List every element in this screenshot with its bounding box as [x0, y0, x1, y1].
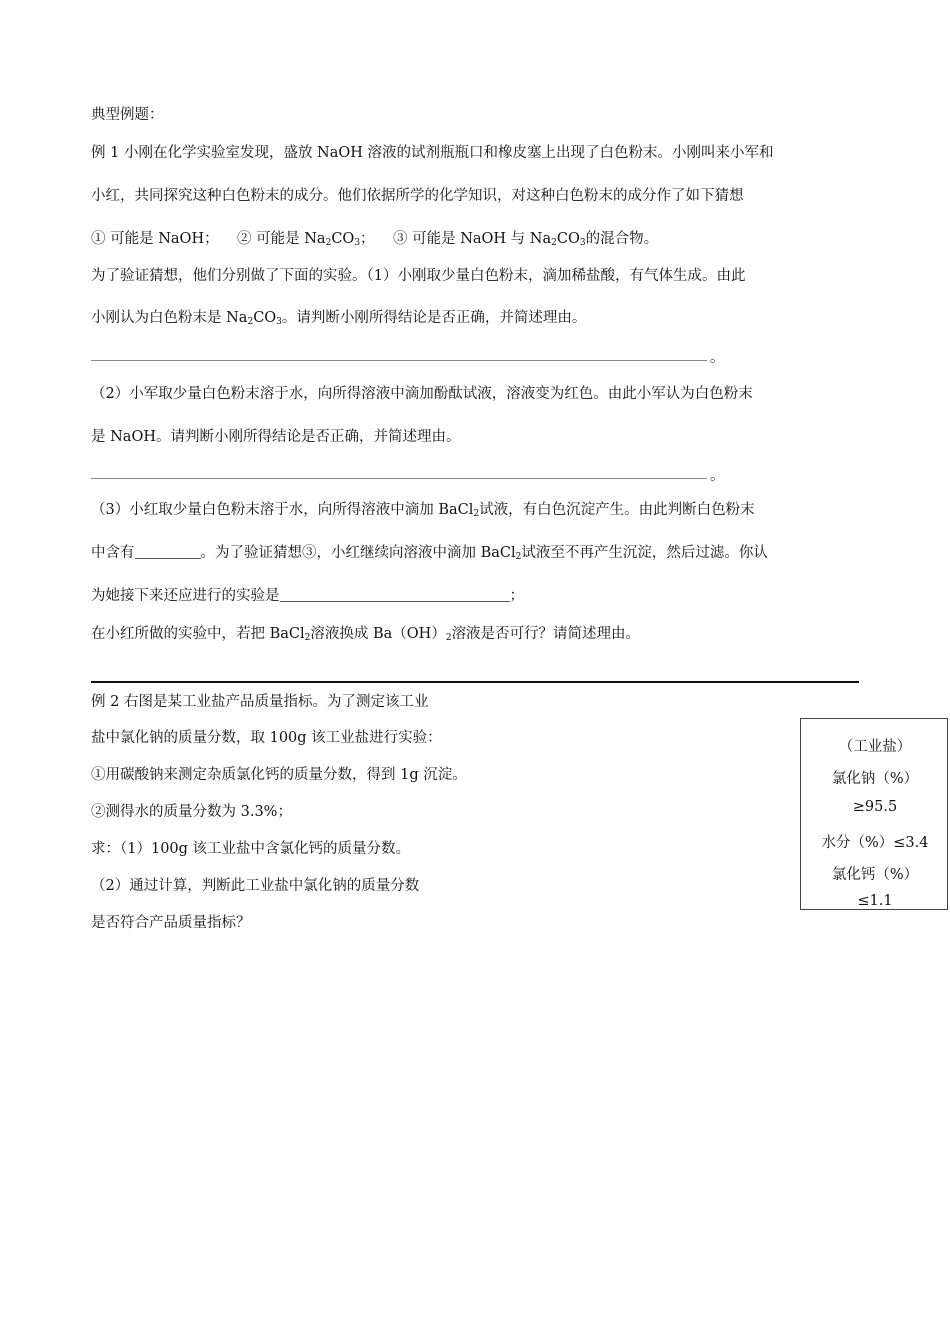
answer-blank-4[interactable] — [280, 587, 510, 602]
ex2-line-2: 盐中氯化钠的质量分数，取 100g 该工业盐进行实验： — [91, 730, 442, 746]
ex1-guesses — [91, 227, 658, 248]
guess-2: ② 可能是 $Na_2CO_3$； — [237, 231, 375, 248]
section-divider — [91, 681, 859, 683]
guess-3: ③ 可能是 NaOH 与 $Na_2CO_3$的混合物。 — [392, 231, 659, 248]
ex1-line-8: 是 NaOH。请判断小刚所得结论是否正确，并简述理由。 — [91, 429, 461, 445]
ex1-line-13: 在小红所做的实验中，若把 BaCl$_2$溶液换成 $Ba(OH)_2$溶液是否可行？请简述理由。 — [91, 626, 641, 643]
ex1-line-1: 例 1 小刚在化学实验室发现，盛放 NaOH 溶液的试剂瓶瓶口和橡皮塞上出现了白色粉末。小刚叫来小军和 — [91, 145, 774, 161]
guess-1: ① 可能是 NaOH； — [91, 231, 219, 247]
ex1-line-5: 小刚认为白色粉末是 $Na_2CO_3$。请判断小刚所得结论是否正确，并简述理由。 — [91, 310, 587, 327]
ex2-line-7: 是否符合产品质量指标？ — [91, 915, 251, 931]
ex2-line-5: 求：（1）100g 该工业盐中含氯化钙的质量分数。 — [91, 841, 411, 857]
answer-blank-1-period: 。 — [710, 350, 725, 366]
spec-cacl2-value: ≤1.1 — [857, 893, 893, 909]
ex2-line-1: 例 2 右图是某工业盐产品质量指标。为了测定该工业 — [91, 694, 429, 710]
heading: 典型例题： — [91, 107, 164, 123]
answer-blank-2-period: 。 — [710, 468, 725, 484]
spec-water: 水分（%）≤3.4 — [821, 835, 929, 851]
ex1-line-2: 小红，共同探究这种白色粉末的成分。他们依据所学的化学知识，对这种白色粉末的成分作了如下猜想 — [91, 188, 744, 204]
ex2-line-6: （2）通过计算，判断此工业盐中氯化钠的质量分数 — [91, 878, 420, 894]
ex2-line-3: ①用碳酸钠来测定杂质氯化钙的质量分数，得到 1g 沉淀。 — [91, 767, 467, 783]
spec-nacl-label: 氯化钠（%） — [831, 771, 919, 787]
ex1-line-7: （2）小军取少量白色粉末溶于水，向所得溶液中滴加酚酞试液，溶液变为红色。由此小军认为白色粉末 — [91, 386, 753, 402]
spec-title: （工业盐） — [838, 739, 912, 755]
answer-blank-2[interactable] — [91, 478, 707, 479]
spec-cacl2-label: 氯化钙（%） — [831, 867, 919, 883]
ex1-line-11: 中含有 。为了验证猜想③，小红继续向溶液中滴加 BaCl$_2$试液至不再产生沉淀，然后过滤。你认 — [91, 545, 768, 562]
answer-blank-3[interactable] — [135, 544, 201, 559]
spec-box — [800, 718, 948, 910]
ex1-line-10: （3）小红取少量白色粉末溶于水，向所得溶液中滴加 BaCl$_2$试液，有白色沉淀产生。由此判断白色粉末 — [91, 502, 755, 519]
ex1-line-12: 为她接下来还应进行的实验是 ； — [91, 588, 524, 604]
answer-blank-1[interactable] — [91, 360, 707, 361]
ex1-line-4: 为了验证猜想，他们分别做了下面的实验。（1）小刚取少量白色粉末，滴加稀盐酸，有气体生成。由此 — [91, 268, 746, 284]
spec-nacl-value: ≥95.5 — [852, 799, 898, 815]
ex2-line-4: ②测得水的质量分数为 3.3%； — [91, 804, 292, 820]
